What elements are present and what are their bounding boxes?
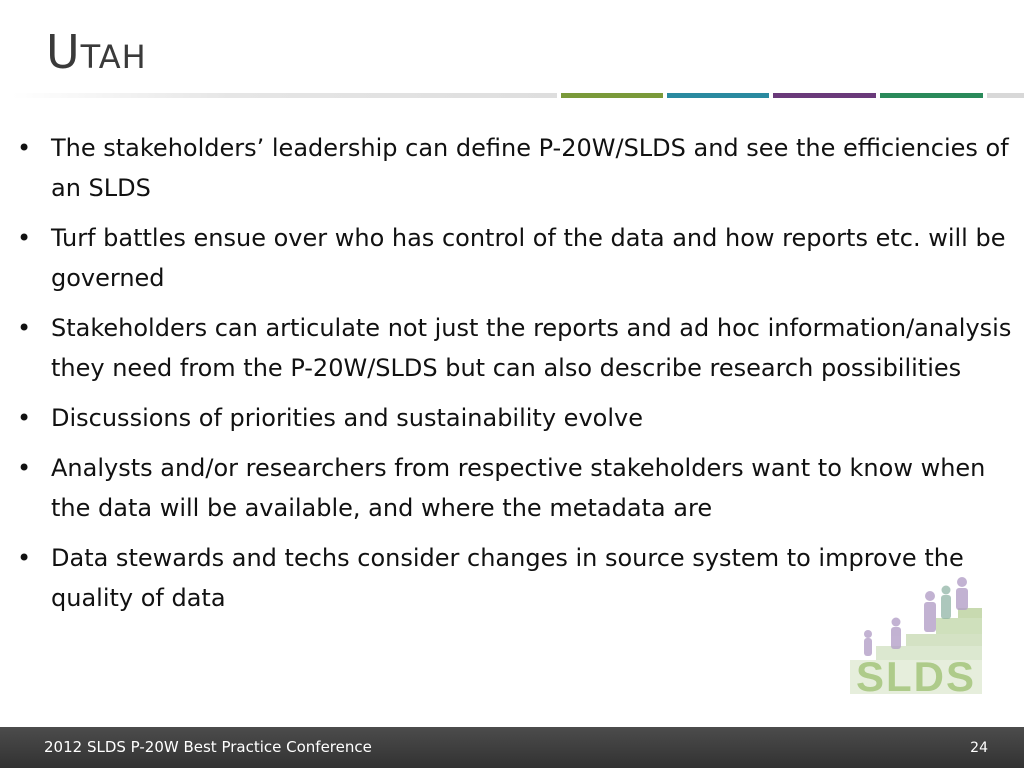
bullet-item: • The stakeholders’ leadership can define P-20W/SLDS and see the efficiencies of an SLDS [16, 128, 1016, 208]
logo-text: SLDS [855, 653, 977, 696]
bullet-item: • Discussions of priorities and sustainability evolve [16, 398, 1016, 438]
slds-logo [846, 576, 986, 696]
accent-bar-teal [667, 93, 769, 98]
bullet-item: • Turf battles ensue over who has control of the data and how reports etc. will be governed [16, 218, 1016, 298]
bullet-item: • Stakeholders can articulate not just the reports and ad hoc information/analysis they need from the P-20W/SLDS but can also describe research possibilities [16, 308, 1016, 388]
accent-bar-purple [773, 93, 876, 98]
footer-conference-title: 2012 SLDS P-20W Best Practice Conference [44, 738, 372, 756]
bullet-list [16, 128, 1016, 628]
slide-title: Utah [46, 25, 147, 79]
accent-bar-green [561, 93, 663, 98]
title-divider-line [12, 93, 557, 98]
accent-bar-darkgreen [880, 93, 983, 98]
bullet-item: • Data stewards and techs consider changes in source system to improve the quality of data [16, 538, 1016, 618]
page-number: 24 [970, 740, 988, 756]
bullet-item: • Analysts and/or researchers from respective stakeholders want to know when the data will be available, and where the metadata are [16, 448, 1016, 528]
footer-bar [0, 727, 1024, 768]
accent-bar-grey [987, 93, 1024, 98]
